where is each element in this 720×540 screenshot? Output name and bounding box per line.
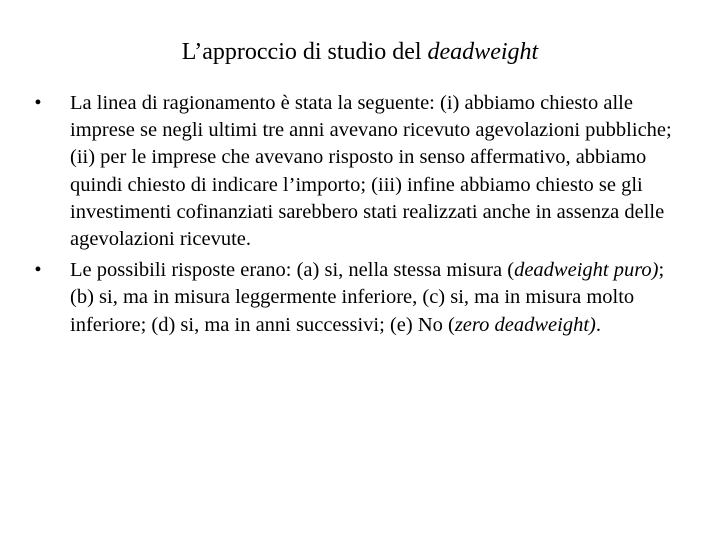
bullet-text-emphasis: zero deadweight) — [454, 313, 596, 336]
bullet-text-segment: . — [595, 313, 601, 336]
bullet-text-segment: ; (b) si, ma in misura leggermente inferiore, (c) si, ma in misura molto inferiore; (d) si, ma in anni successivi; (e) No ( — [70, 259, 665, 336]
slide-title-text: L’approccio di studio del — [181, 39, 428, 65]
bullet-text-emphasis: deadweight puro) — [514, 259, 659, 282]
slide-title-emphasis: deadweight — [427, 39, 539, 65]
bullet-text: La linea di ragionamento è stata la seguente: (i) abbiamo chiesto alle imprese se negli ultimi tre anni avevano ricevuto agevolazioni pubbliche; (ii) per le imprese che avevano risposto in senso affermativo, abbiamo quindi chiesto di indicare l’importo; (iii) infine abbiamo chiesto se gli investimenti cofinanziati sarebbero stati realizzati anche in assenza delle agevolazioni ricevute. — [70, 92, 672, 251]
bullet-list — [28, 90, 678, 343]
slide-title — [0, 38, 720, 66]
bullet-text-segment: Le possibili risposte erano: (a) si, nella stessa misura ( — [70, 259, 515, 282]
bullet-item-approach — [28, 90, 678, 253]
bullet-icon: • — [34, 259, 42, 282]
bullet-item-answers — [28, 257, 678, 339]
bullet-icon: • — [34, 92, 42, 114]
